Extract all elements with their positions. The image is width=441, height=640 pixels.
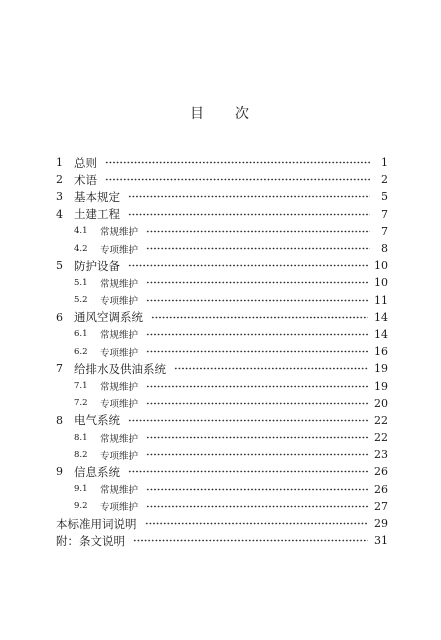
toc-entry-page-number: 26 bbox=[374, 482, 388, 496]
toc-entry-title: 通风空调系统 bbox=[74, 310, 143, 325]
toc-entry-number: 6.1 bbox=[74, 329, 88, 340]
toc-entry-title: 常规维护 bbox=[100, 227, 139, 239]
toc-entry-title: 基本规定 bbox=[74, 189, 120, 204]
toc-entry-number: 6 bbox=[56, 310, 63, 324]
toc-entry-title: 信息系统 bbox=[74, 464, 120, 479]
toc-entry-page-number: 19 bbox=[374, 379, 388, 393]
toc-chapter-entry[interactable] bbox=[56, 188, 388, 205]
toc-section-entry[interactable] bbox=[56, 498, 388, 515]
toc-entry-page-number: 8 bbox=[381, 242, 388, 256]
toc-dot-leader bbox=[146, 281, 368, 284]
toc-entry-page-number: 7 bbox=[381, 224, 388, 238]
toc-entry-title: 专项维护 bbox=[100, 399, 139, 411]
toc-entry-title: 总则 bbox=[74, 155, 97, 170]
toc-dot-leader bbox=[146, 247, 370, 250]
toc-dot-leader bbox=[128, 213, 370, 216]
toc-entry-page-number: 20 bbox=[374, 396, 388, 410]
toc-dot-leader bbox=[128, 470, 368, 473]
page-title bbox=[0, 104, 441, 124]
toc-dot-leader bbox=[146, 436, 368, 439]
page-title-char-2: 次 bbox=[235, 106, 249, 122]
toc-entry-page-number: 5 bbox=[381, 190, 388, 204]
toc-dot-leader bbox=[128, 195, 370, 198]
toc-dot-leader bbox=[128, 264, 368, 267]
toc-entry-page-number: 2 bbox=[381, 173, 388, 187]
toc-entry-title: 本标准用词说明 bbox=[56, 516, 137, 531]
toc-dot-leader bbox=[146, 488, 368, 491]
toc-section-entry[interactable] bbox=[56, 240, 388, 257]
toc-chapter-entry[interactable] bbox=[56, 360, 388, 377]
toc-entry-title: 术语 bbox=[74, 172, 97, 187]
toc-entry-page-number: 14 bbox=[374, 310, 388, 324]
toc-section-entry[interactable] bbox=[56, 223, 388, 240]
toc-dot-leader bbox=[174, 367, 368, 370]
toc-entry-title: 常规维护 bbox=[100, 433, 139, 445]
toc-entry-number: 4.1 bbox=[74, 226, 88, 237]
toc-entry-page-number: 26 bbox=[374, 465, 388, 479]
toc-entry-page-number: 22 bbox=[374, 431, 388, 445]
toc-section-entry[interactable] bbox=[56, 446, 388, 463]
toc-entry-number: 4 bbox=[56, 207, 63, 221]
toc-entry-title: 专项维护 bbox=[100, 347, 139, 359]
toc-entry-title: 常规维护 bbox=[100, 485, 139, 497]
toc-chapter-entry[interactable] bbox=[56, 154, 388, 171]
toc-section-entry[interactable] bbox=[56, 343, 388, 360]
toc-entry-title: 专项维护 bbox=[100, 244, 139, 256]
toc-section-entry[interactable] bbox=[56, 377, 388, 394]
toc-entry-page-number: 10 bbox=[374, 259, 388, 273]
toc-entry-page-number: 1 bbox=[381, 156, 388, 170]
toc-dot-leader bbox=[133, 539, 368, 542]
toc-entry-number: 5.2 bbox=[74, 295, 88, 306]
table-of-contents bbox=[56, 154, 388, 549]
toc-section-entry[interactable] bbox=[56, 292, 388, 309]
toc-entry-number: 9.2 bbox=[74, 501, 88, 512]
toc-entry-number: 2 bbox=[56, 173, 63, 187]
toc-entry-page-number: 14 bbox=[374, 327, 388, 341]
toc-entry-page-number: 23 bbox=[374, 448, 388, 462]
toc-dot-leader bbox=[146, 385, 368, 388]
toc-dot-leader bbox=[146, 402, 368, 405]
toc-entry-page-number: 22 bbox=[374, 413, 388, 427]
toc-dot-leader bbox=[128, 419, 368, 422]
toc-appendix-entry[interactable] bbox=[56, 515, 388, 532]
toc-dot-leader bbox=[146, 505, 368, 508]
toc-section-entry[interactable] bbox=[56, 429, 388, 446]
toc-dot-leader bbox=[146, 230, 370, 233]
toc-appendix-entry[interactable] bbox=[56, 532, 388, 549]
toc-entry-title: 专项维护 bbox=[100, 296, 139, 308]
toc-entry-number: 8.2 bbox=[74, 449, 88, 460]
toc-entry-page-number: 7 bbox=[381, 207, 388, 221]
toc-section-entry[interactable] bbox=[56, 395, 388, 412]
page-title-char-1: 目 bbox=[190, 106, 204, 122]
toc-entry-page-number: 19 bbox=[374, 362, 388, 376]
toc-entry-page-number: 11 bbox=[374, 293, 388, 307]
toc-chapter-entry[interactable] bbox=[56, 412, 388, 429]
toc-dot-leader bbox=[145, 522, 369, 525]
toc-chapter-entry[interactable] bbox=[56, 171, 388, 188]
toc-entry-number: 6.2 bbox=[74, 346, 88, 357]
toc-dot-leader bbox=[146, 453, 368, 456]
toc-entry-number: 1 bbox=[56, 156, 63, 170]
toc-entry-number: 5.1 bbox=[74, 277, 88, 288]
toc-chapter-entry[interactable] bbox=[56, 257, 388, 274]
toc-entry-number: 5 bbox=[56, 259, 63, 273]
toc-entry-title: 常规维护 bbox=[100, 330, 139, 342]
toc-chapter-entry[interactable] bbox=[56, 463, 388, 480]
toc-dot-leader bbox=[146, 333, 368, 336]
toc-dot-leader bbox=[146, 350, 368, 353]
toc-entry-page-number: 31 bbox=[374, 534, 388, 548]
toc-dot-leader bbox=[105, 178, 370, 181]
toc-entry-number: 3 bbox=[56, 190, 63, 204]
toc-entry-number: 7.1 bbox=[74, 381, 88, 392]
toc-entry-title: 电气系统 bbox=[74, 413, 120, 428]
toc-entry-title: 土建工程 bbox=[74, 207, 120, 222]
toc-entry-title: 常规维护 bbox=[100, 278, 139, 290]
toc-entry-number: 9 bbox=[56, 465, 63, 479]
toc-dot-leader bbox=[146, 299, 368, 302]
toc-entry-page-number: 10 bbox=[374, 276, 388, 290]
toc-entry-title: 专项维护 bbox=[100, 450, 139, 462]
toc-entry-title: 附：条文说明 bbox=[56, 533, 125, 548]
toc-entry-number: 9.1 bbox=[74, 484, 88, 495]
toc-section-entry[interactable] bbox=[56, 326, 388, 343]
toc-section-entry[interactable] bbox=[56, 481, 388, 498]
toc-entry-number: 8 bbox=[56, 413, 63, 427]
toc-dot-leader bbox=[151, 316, 368, 319]
toc-entry-page-number: 16 bbox=[374, 345, 388, 359]
toc-entry-number: 8.1 bbox=[74, 432, 88, 443]
toc-entry-title: 给排水及供油系统 bbox=[74, 361, 166, 376]
toc-entry-page-number: 27 bbox=[374, 499, 388, 513]
toc-entry-title: 专项维护 bbox=[100, 502, 139, 514]
toc-chapter-entry[interactable] bbox=[56, 309, 388, 326]
toc-entry-number: 7.2 bbox=[74, 398, 88, 409]
toc-entry-title: 防护设备 bbox=[74, 258, 120, 273]
toc-entry-number: 4.2 bbox=[74, 243, 88, 254]
toc-section-entry[interactable] bbox=[56, 274, 388, 291]
toc-chapter-entry[interactable] bbox=[56, 206, 388, 223]
toc-dot-leader bbox=[105, 161, 370, 164]
toc-entry-page-number: 29 bbox=[374, 517, 388, 531]
toc-entry-title: 常规维护 bbox=[100, 382, 139, 394]
toc-entry-number: 7 bbox=[56, 362, 63, 376]
